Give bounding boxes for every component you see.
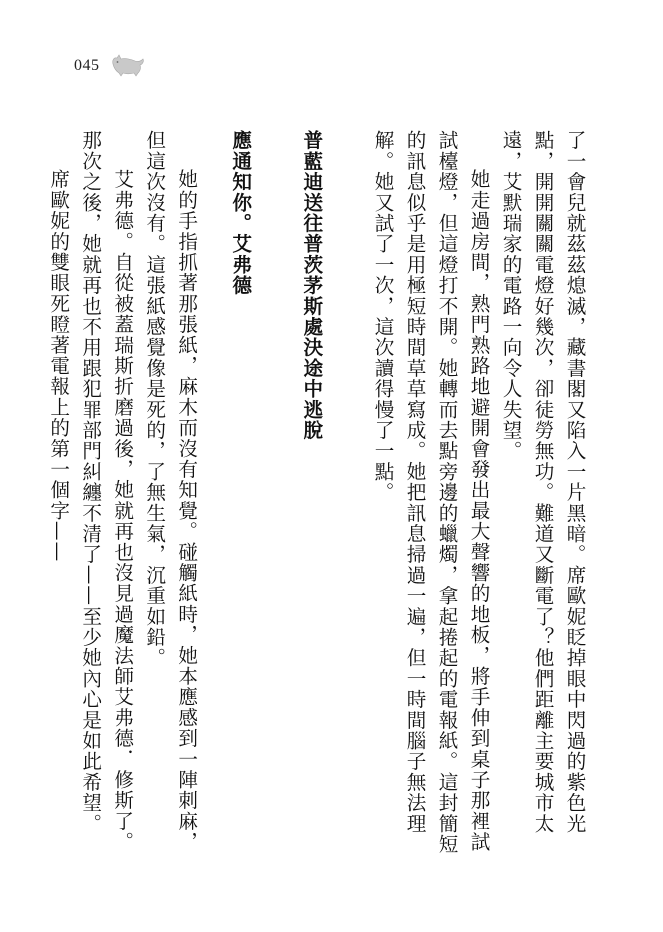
telegram-message-line: 應通知你。艾弗德: [228, 130, 252, 296]
vertical-text-body: [46, 130, 590, 870]
paragraph: 艾弗德。自從被蓋瑞斯折磨過後，她就再也沒見過魔法師艾弗德．修斯了。那次之後，她就再也不用跟犯罪部門糾纏不清了——至少她內心是如此希望。: [78, 130, 134, 853]
telegram-signature: [0, 130, 22, 870]
cat-icon: [110, 52, 146, 78]
page-number: 045: [74, 57, 100, 74]
telegram-message-line: 普藍迪送往普茨茅斯處決途中逃脫: [299, 130, 323, 441]
paragraph: 席歐妮的雙眼死瞪著電報上的第一個字——: [46, 169, 70, 563]
paragraph-continued: 了一會兒就茲茲熄滅，藏書閣又陷入一片黑暗。席歐妮眨掉眼中閃過的紫色光點，開開關關電燈好幾次，卻徒勞無功。難道又斷電了？他們距離主要城市太遠，艾默瑞家的電路一向令人失望。: [499, 130, 586, 834]
paragraph: 她的手指抓著那張紙，麻木而沒有知覺。碰觸紙時，她本應感到一陣刺麻，但這次沒有。這張紙感覺像是死的，了無生氣，沉重如鉛。: [142, 130, 198, 853]
paragraph: 她走過房間，熟門熟路地避開會發出最大聲響的地板，將手伸到桌子那裡試試檯燈，但這燈打不開。她轉而去點旁邊的蠟燭，拿起捲起的電報紙。這封簡短的訊息似乎是用極短時間草草寫成。她把訊息掃過一遍，但一時間腦子無法理解。她又試了一次，這次讀得慢了一點。: [371, 130, 490, 855]
